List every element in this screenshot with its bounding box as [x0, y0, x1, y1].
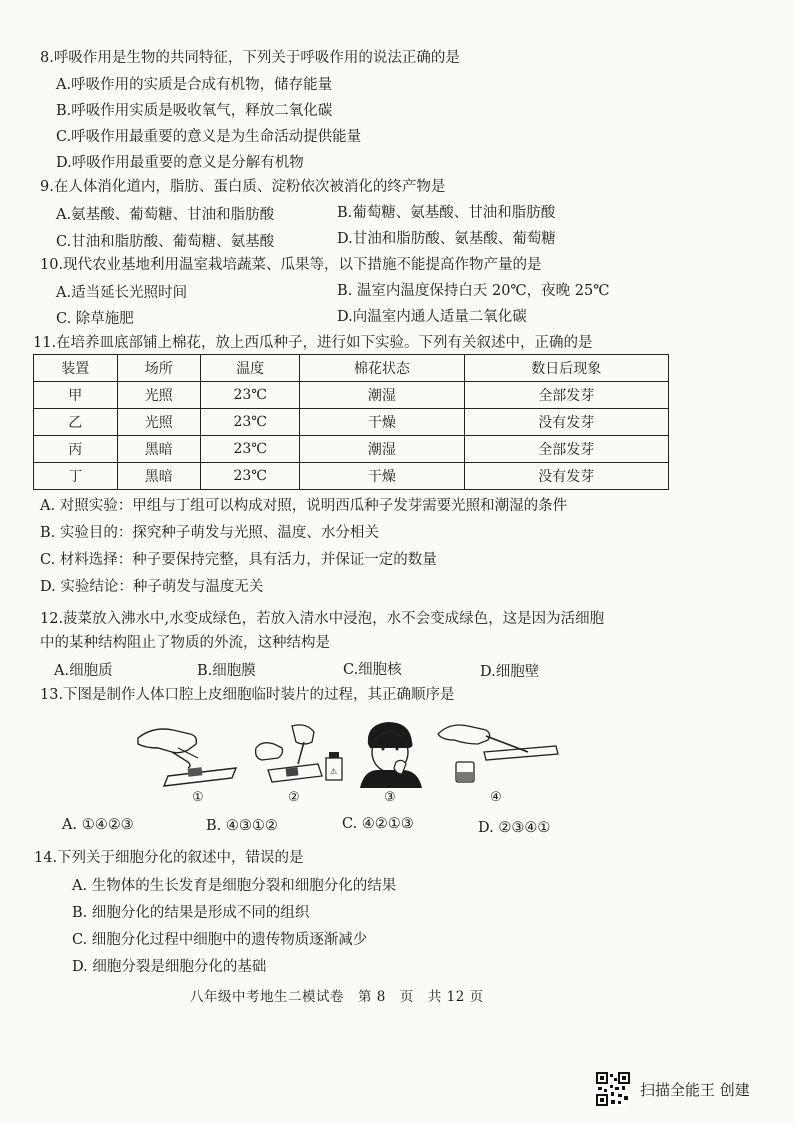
q14-option-d: D. 细胞分裂是细胞分化的基础 — [72, 959, 267, 975]
figure-step-3 — [356, 718, 426, 808]
q9-option-a: A.氨基酸、葡萄糖、甘油和脂肪酸 — [56, 207, 275, 223]
table-header: 数日后现象 — [464, 355, 669, 382]
figure-label-3: ③ — [384, 790, 396, 805]
q12-option-a: A.细胞质 — [54, 663, 113, 679]
figure-label-1: ① — [192, 790, 204, 805]
q9-option-d: D.甘油和脂肪酸、氨基酸、葡萄糖 — [337, 231, 556, 247]
q13-option-b: B. ④③①② — [206, 818, 278, 834]
table-row — [34, 409, 669, 436]
q10-option-a: A.适当延长光照时间 — [56, 285, 188, 301]
q12-option-c: C.细胞核 — [343, 662, 402, 678]
q11-stem: 11.在培养皿底部铺上棉花，放上西瓜种子，进行如下实验。下列有关叙述中，正确的是 — [33, 335, 593, 351]
svg-text:⚠: ⚠ — [330, 767, 338, 776]
hand-slide-illustration — [128, 718, 240, 788]
scanner-brand-text: 扫描全能王 创建 — [640, 1081, 750, 1099]
q11-option-a: A. 对照实验：甲组与丁组可以构成对照，说明西瓜种子发芽需要光照和潮湿的条件 — [40, 498, 568, 514]
table-cell: 甲 — [34, 382, 118, 409]
person-cheek-illustration — [356, 718, 426, 788]
table-cell: 潮湿 — [300, 436, 464, 463]
table-cell: 光照 — [117, 409, 201, 436]
q9-option-b: B.葡萄糖、氨基酸、甘油和脂肪酸 — [337, 205, 556, 221]
q12-option-b: B.细胞膜 — [197, 663, 256, 679]
table-header: 温度 — [201, 355, 300, 382]
slide-beaker-illustration — [432, 718, 562, 788]
q8-option-c: C.呼吸作用最重要的意义是为生命活动提供能量 — [56, 129, 362, 145]
q8-option-a: A.呼吸作用的实质是合成有机物，储存能量 — [56, 77, 333, 93]
figure-label-4: ④ — [490, 790, 502, 805]
q9-option-c: C.甘油和脂肪酸、葡萄糖、氨基酸 — [56, 234, 275, 250]
q9-stem: 9.在人体消化道内，脂肪、蛋白质、淀粉依次被消化的终产物是 — [40, 179, 446, 195]
q14-option-c: C. 细胞分化过程中细胞中的遗传物质逐渐减少 — [72, 932, 368, 948]
q11-option-c: C. 材料选择：种子要保持完整，具有活力，并保证一定的数量 — [40, 552, 437, 568]
table-cell: 23℃ — [201, 436, 300, 463]
q14-stem: 14.下列关于细胞分化的叙述中，错误的是 — [34, 850, 304, 866]
table-cell: 干燥 — [300, 409, 464, 436]
table-cell: 23℃ — [201, 382, 300, 409]
table-cell: 乙 — [34, 409, 118, 436]
table-cell: 干燥 — [300, 463, 464, 490]
table-header: 场所 — [117, 355, 201, 382]
table-cell: 没有发芽 — [464, 463, 669, 490]
table-header: 装置 — [34, 355, 118, 382]
table-row — [34, 382, 669, 409]
q13-option-c: C. ④②①③ — [342, 816, 414, 832]
table-cell: 23℃ — [201, 463, 300, 490]
table-cell: 黑暗 — [117, 436, 201, 463]
q8-stem: 8.呼吸作用是生物的共同特征，下列关于呼吸作用的说法正确的是 — [40, 50, 460, 66]
q10-stem: 10.现代农业基地利用温室栽培蔬菜、瓜果等，以下措施不能提高作物产量的是 — [40, 257, 542, 273]
q10-option-b: B. 温室内温度保持白天 20℃，夜晚 25℃ — [337, 283, 610, 299]
q12-option-d: D.细胞壁 — [480, 664, 540, 680]
q12-stem-line2: 中的某种结构阻止了物质的外流，这种结构是 — [40, 635, 330, 651]
page-footer: 八年级中考地生二模试卷 第 8 页 共 12 页 — [190, 989, 484, 1005]
figure-step-1 — [128, 718, 240, 808]
q14-option-a: A. 生物体的生长发育是细胞分裂和细胞分化的结果 — [72, 878, 397, 894]
q10-option-c: C. 除草施肥 — [56, 311, 134, 327]
q13-option-a: A. ①④②③ — [62, 817, 134, 833]
figure-label-2: ② — [288, 790, 300, 805]
q14-option-b: B. 细胞分化的结果是形成不同的组织 — [72, 905, 310, 921]
table-cell: 没有发芽 — [464, 409, 669, 436]
q13-stem: 13.下图是制作人体口腔上皮细胞临时装片的过程，其正确顺序是 — [40, 687, 455, 703]
q12-stem-line1: 12.菠菜放入沸水中,水变成绿色，若放入清水中浸泡，水不会变成绿色，这是因为活细胞 — [40, 611, 605, 627]
table-cell: 光照 — [117, 382, 201, 409]
table-row — [34, 463, 669, 490]
table-row — [34, 436, 669, 463]
q13-option-d: D. ②③④① — [478, 820, 551, 836]
table-cell: 23℃ — [201, 409, 300, 436]
dropper-stain-illustration — [248, 718, 348, 788]
figure-step-2 — [248, 718, 348, 808]
table-cell: 丙 — [34, 436, 118, 463]
table-header-row — [34, 355, 669, 382]
table-cell: 潮湿 — [300, 382, 464, 409]
q8-option-d: D.呼吸作用最重要的意义是分解有机物 — [56, 155, 304, 171]
experiment-table — [33, 354, 669, 490]
q11-option-d: D. 实验结论：种子萌发与温度无关 — [40, 579, 264, 595]
table-cell: 丁 — [34, 463, 118, 490]
table-header: 棉花状态 — [300, 355, 464, 382]
table-cell: 全部发芽 — [464, 436, 669, 463]
table-cell: 全部发芽 — [464, 382, 669, 409]
q8-option-b: B.呼吸作用实质是吸收氧气，释放二氧化碳 — [56, 103, 333, 119]
figure-step-4 — [432, 718, 562, 808]
table-cell: 黑暗 — [117, 463, 201, 490]
q10-option-d: D.向温室内通人适量二氧化碳 — [337, 309, 527, 325]
q11-option-b: B. 实验目的：探究种子萌发与光照、温度、水分相关 — [40, 525, 379, 541]
qr-code-icon — [596, 1072, 630, 1106]
